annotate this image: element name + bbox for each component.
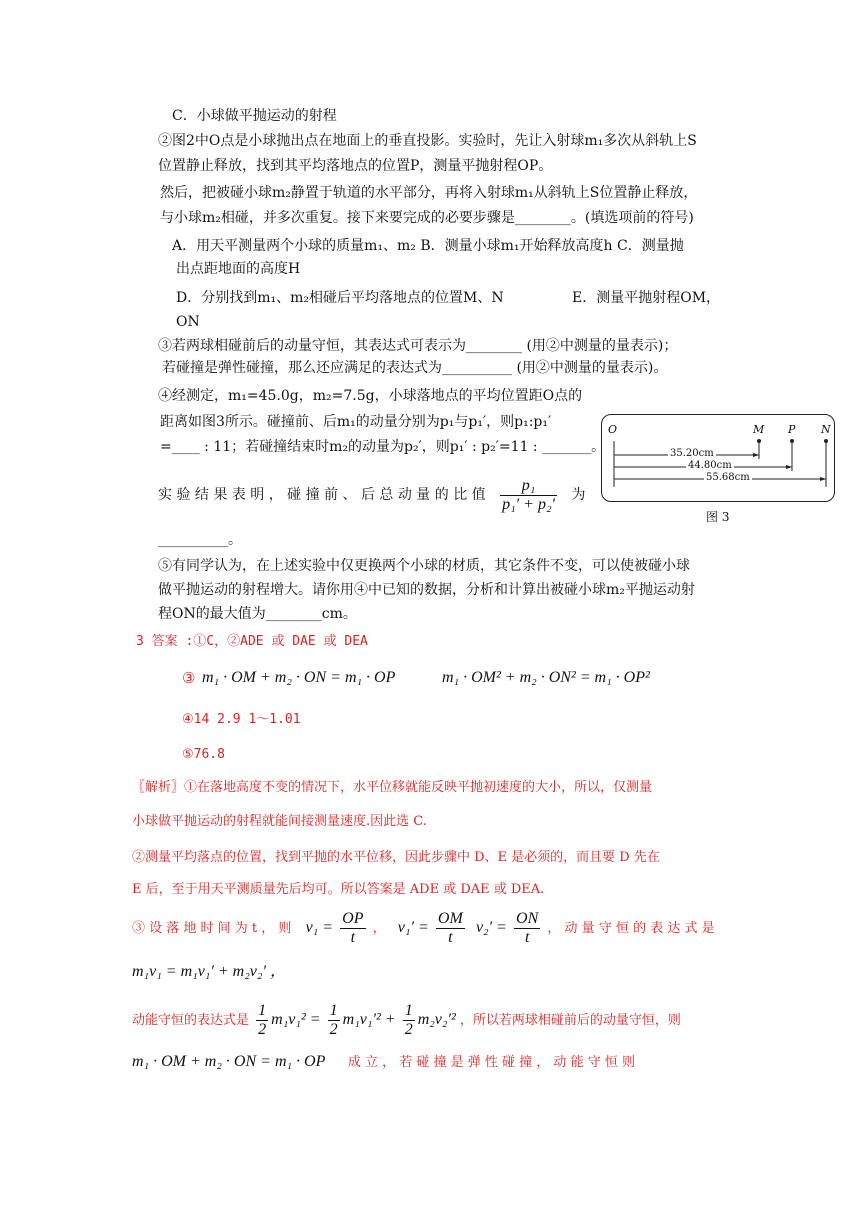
options-line2: 出点距地面的高度H (176, 261, 301, 277)
v1p-fraction (436, 910, 465, 947)
half-fraction-1 (256, 1002, 268, 1039)
om-arrowhead (753, 453, 759, 457)
ke-before: m₁v₁² = (271, 1011, 321, 1028)
answer-3-momentum-eq: m₁ · OM + m₂ · ON = m₁ · OP (202, 669, 396, 686)
analysis-line7 (132, 1000, 681, 1040)
distance-om: 35.20cm (670, 448, 714, 459)
analysis-final-text: 成 立 ， 若 碰 撞 是 弹 性 碰 撞 ， 动 能 守 恒 则 (347, 1055, 635, 1070)
answer-5: ⑤76.8 (182, 747, 225, 762)
p-point (790, 439, 794, 443)
v1p-denominator: t (448, 929, 453, 946)
part5-line1: ⑤有同学认为，在上述实验中仅更换两个小球的材质，其它条件不变，可以使被碰小球 (158, 558, 690, 574)
analysis-line3: ②测量平均落点的位置，找到平抛的水平位移，因此步骤中 D、E 是必须的，而且要 D 先在 (132, 850, 660, 865)
part2-line2: 位置静止释放，找到其平均落地点的位置P，测量平抛射程OP。 (158, 158, 553, 174)
half-denominator-1: 2 (258, 1021, 267, 1038)
v2p-numerator: ON (516, 910, 539, 927)
half-fraction-3 (403, 1002, 415, 1039)
part5-line2: 做平抛运动的射程增大。请你用④中已知的数据，分析和计算出被碰小球m₂平抛运动射 (158, 582, 695, 598)
figure-3-caption: 图 3 (706, 510, 730, 524)
v2p-fraction (514, 910, 540, 947)
distance-on: 55.68cm (706, 472, 750, 483)
analysis-time-intro: ③ 设 落 地 时 间 为 t ， 则 (132, 921, 292, 936)
part4-line1: ④经测定，m₁=45.0g，m₂=7.5g，小球落地点的平均位置距O点的 (158, 388, 583, 404)
part4-line2: 距离如图3所示。碰撞前、后m₁的动量分别为p₁与p₁′，则p₁:p₁′ (160, 414, 552, 430)
answer-3-label: ③ (182, 669, 196, 687)
v2p-symbol: v₂′ = (475, 919, 507, 936)
v1p-symbol: v₁′ = (397, 919, 429, 936)
figure-3-svg (602, 415, 834, 501)
options-line1: A．用天平测量两个小球的质量m₁、m₂ B．测量小球m₁开始释放高度h C．测量抛 (172, 238, 684, 254)
part4-ratio-suffix: 为 (571, 487, 586, 503)
op-arrowhead (786, 465, 792, 469)
option-e-continued: ON (176, 314, 200, 330)
half-numerator-3: 1 (404, 1002, 413, 1019)
part3-line2: 若碰撞是弹性碰撞，那么还应满足的表达式为__________ (用②中测量的量表示)。 (162, 360, 668, 376)
v1p-numerator: OM (437, 910, 463, 927)
figure-3-diagram (601, 414, 835, 502)
analysis-line5: ③ 设 落 地 时 间 为 t ， 则 v₁ = $\frac{OP}{t}$ ， v₁′ = $\frac{OM}{t}$ v₂′ = $\frac{ON}{t}$ ， 动 量 守 恒 的 表 达 式 是 (132, 910, 715, 946)
part4-line3: =____ : 11；若碰撞结束时m₂的动量为p₂′，则p₁′ : p₂′=11 : _______。 (160, 439, 606, 455)
ratio-numerator: p₁ (500, 477, 557, 496)
analysis-final-eq: m₁ · OM + m₂ · ON = m₁ · OP (132, 1053, 326, 1070)
analysis-energy-intro: 动能守恒的表达式是 (132, 1013, 250, 1028)
label-o: O (608, 423, 618, 436)
half-numerator-2: 1 (329, 1002, 338, 1019)
n-point (824, 439, 828, 443)
option-d-text: D．分别找到m₁、m₂相碰后平均落地点的位置M、N (176, 290, 504, 306)
v1-numerator: OP (342, 910, 364, 927)
answer-line1: 3 答案 :①C，②ADE 或 DAE 或 DEA (136, 634, 368, 649)
option-e-text: E．测量平抛射程OM， (572, 290, 721, 306)
analysis-line1: 〖解析〗①在落地高度不变的情况下，水平位移就能反映平抛初速度的大小，所以，仅测量 (132, 780, 653, 795)
ke-after-2: m₂v₂′² (417, 1011, 456, 1028)
v1-symbol: v₁ = (305, 919, 334, 936)
option-c-text: C．小球做平抛运动的射程 (172, 108, 337, 124)
analysis-line4: E 后，至于用天平测质量先后均可。所以答案是 ADE 或 DAE 或 DEA. (132, 882, 545, 897)
analysis-line2: 小球做平抛运动的射程就能间接测量速度.因此选 C. (132, 814, 427, 829)
half-denominator-3: 2 (404, 1021, 413, 1038)
distance-op: 44.80cm (688, 460, 732, 471)
part4-ratio-line (158, 472, 585, 518)
v1-fraction (340, 910, 365, 947)
half-fraction-2 (328, 1002, 340, 1039)
ratio-denominator: p₁′ + p₂′ (502, 495, 556, 513)
half-denominator-2: 2 (329, 1021, 338, 1038)
answer-3-energy-eq: m₁ · OM² + m₂ · ON² = m₁ · OP² (442, 669, 650, 686)
part2-line3: 然后，把被碰小球m₂静置于轨道的水平部分，再将入射球m₁从斜轨上S位置静止释放， (160, 185, 698, 201)
analysis-momentum-intro: ， 动 量 守 恒 的 表 达 式 是 (547, 921, 715, 936)
v1-denominator: t (350, 929, 356, 946)
part5-line3: 程ON的最大值为________cm。 (158, 606, 357, 622)
label-m: M (753, 423, 765, 436)
analysis-energy-conclusion: ，所以若两球相碰前后的动量守恒，则 (459, 1013, 681, 1028)
on-arrowhead (820, 477, 826, 481)
ke-after-1: m₁v₁′² + (342, 1011, 396, 1028)
part3-line1: ③若两球相碰前后的动量守恒，其表达式可表示为________ (用②中测量的量表示)； (158, 338, 678, 354)
analysis-line8 (132, 1052, 635, 1073)
part2-line1: ②图2中O点是小球抛出点在地面上的垂直投影。实验时，先让入射球m₁多次从斜轨上S (158, 133, 697, 149)
label-n: N (821, 423, 831, 436)
label-p: P (788, 423, 796, 436)
v2p-denominator: t (524, 929, 530, 946)
part4-ratio-text: 实 验 结 果 表 明 ， 碰 撞 前 、 后 总 动 量 的 比 值 (158, 487, 486, 503)
momentum-ratio-fraction (500, 477, 557, 514)
part2-line4: 与小球m₂相碰，并多次重复。接下来要完成的必要步骤是________。(填选项前的符号) (160, 210, 694, 226)
half-numerator-1: 1 (258, 1002, 267, 1019)
analysis-momentum-eq: m₁v₁ = m₁v₁′ + m₂v₂′ ， (132, 963, 286, 980)
answer-3 (182, 668, 195, 688)
part4-blank: __________。 (158, 532, 242, 548)
m-point (757, 439, 761, 443)
answer-4: ④14 2.9 1～1.01 (182, 712, 301, 727)
